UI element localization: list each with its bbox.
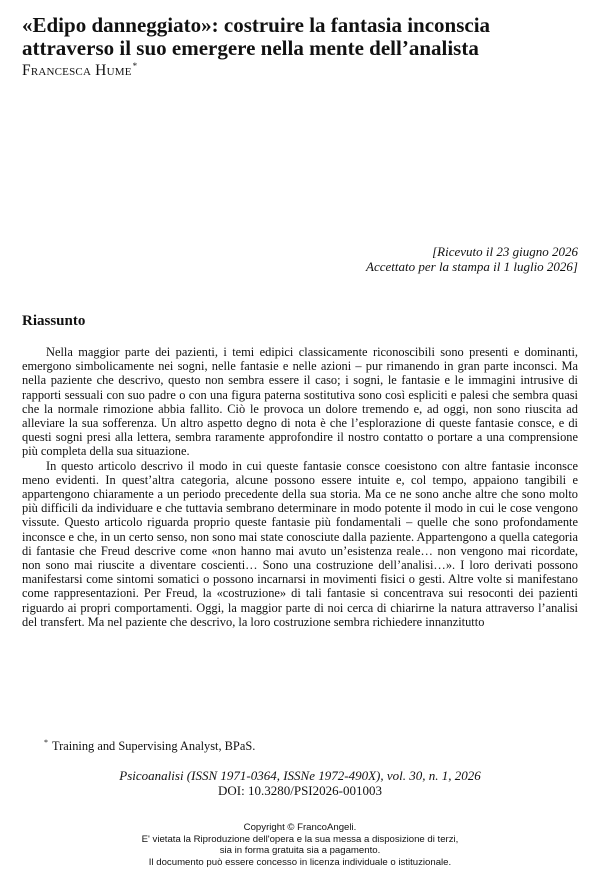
author-name: Francesca Hume (22, 62, 132, 80)
copyright-line-2: E' vietata la Riproduzione dell'opera e la sua messa a disposizione di terzi, (141, 833, 459, 845)
journal-citation: Psicoanalisi (ISSN 1971-0364, ISSNe 1972-490X), vol. 30, n. 1, 2026 (119, 768, 481, 783)
copyright-line-4: Il documento può essere concesso in licenza individuale o istituzionale. (148, 856, 452, 868)
author-line (22, 61, 137, 80)
abstract-paragraph-1: Nella maggior parte dei pazienti, i temi edipici classicamente riconoscibili sono presenti e dominanti, emergono simbolicamente nei sogni, nelle fantasie e nelle azioni – pur rimanendo in gran parte inconsci. Ma nella paziente che descrivo, questo non sembra essere il caso; i sogni, le fantasie e le immagini intrusive di rapporti sessuali con suo padre o con una figura paterna sostitutiva sono così espliciti e palesi che sembra quasi che la normale rimozione abbia fallito. Ciò le provoca un dolore tremendo e, ad oggi, non sono riuscita ad alleviare la sua sofferenza. Un altro aspetto degno di nota è che l’esplorazione di queste fantasie consce, e di questi sogni presi alla lettera, sembra raramente approfondire il nostro contatto o portare a una comprensione più completa della sua situazione. (22, 345, 578, 459)
abstract-paragraph-2: In questo articolo descrivo il modo in cui queste fantasie consce coesistono con altre fantasie inconsce meno evidenti. In quest’altra categoria, alcune possono essere intuite e, col tempo, appaiono tangibili e appartengono chiaramente a un periodo precedente della sua storia. Ma ce ne sono anche altre che sono molto più difficili da individuare e che tuttavia sembrano determinare in modo potente il modo in cui le cose vengono vissute. Questo articolo riguarda proprio queste fantasie più fondamentali – quelle che sono profondamente inconsce e che, in un certo senso, non sono mai state conosciute dalla paziente. Appartengono a quella categoria di fantasie che Freud descrive come «non hanno mai avuto un’esistenza reale… non vengono mai ricordate, non sono mai riuscite a diventare coscienti… Sono una costruzione dell’analisi…». I loro derivati possono manifestarsi come sintomi somatici o possono incarnarsi in movimenti fisici o gesti. Altre volte si manifestano come rappresentazioni. Per Freud, la «costruzione» di tali fantasie si concentrava sui resoconti dei pazienti riguardo ai propri comportamenti. Oggi, la maggior parte di noi cerca di chiarirne la natura attraverso l’analisi del transfert. Ma nel paziente che descrivo, la loro costruzione sembra richiedere innanzitutto (22, 458, 578, 629)
author-footnote (44, 738, 255, 754)
copyright-line-3: sia in forma gratuita sia a pagamento. (219, 845, 381, 857)
journal-doi: DOI: 10.3280/PSI2026-001003 (218, 783, 382, 798)
copyright-line-1: Copyright © FrancoAngeli. (243, 822, 357, 833)
journal-info (0, 768, 600, 798)
accepted-date: Accettato per la stampa il 1 luglio 2026] (366, 259, 578, 274)
footnote-mark: * (44, 738, 48, 747)
author-footnote-mark: * (132, 61, 138, 71)
copyright-notice (0, 822, 600, 868)
abstract-heading: Riassunto (22, 313, 86, 329)
abstract-body (22, 345, 578, 629)
footnote-text: Training and Supervising Analyst, BPaS. (52, 739, 256, 754)
received-date: [Ricevuto il 23 giugno 2026 (432, 244, 578, 259)
submission-dates (178, 244, 578, 274)
article-title: «Edipo danneggiato»: costruire la fantasia inconscia attraverso il suo emergere nella mente dell’analista (22, 13, 491, 60)
